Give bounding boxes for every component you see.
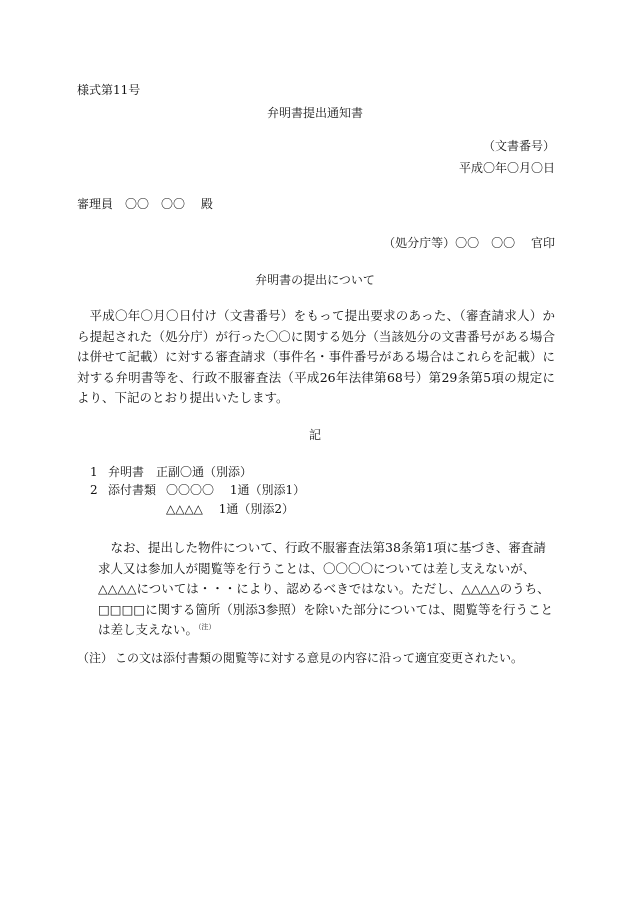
form-number: 様式第11号 bbox=[77, 83, 141, 97]
addressee: 審理員 〇〇 〇〇 殿 bbox=[77, 197, 213, 211]
note-paragraph-text: なお、提出した物件について、行政不服審査法第38条第1項に基づき、審査請求人又は参加人が閲覧等を行うことは、〇〇〇〇については差し支えないが、△△△△については・・・により、認めるべきではない。ただし、△△△△のうち、□□□□に関する箇所（別添3参照）を除いた部分については、閲覧等を行うことは差し支えない。 bbox=[98, 540, 553, 637]
footnote-text: この文は添付書類の閲覧等に対する意見の内容に沿って適宜変更されたい。 bbox=[115, 651, 524, 665]
document-title: 弁明書提出通知書 bbox=[266, 106, 363, 120]
footnote-label: （注） bbox=[77, 651, 114, 665]
note-marker: （注） bbox=[198, 622, 216, 631]
attachment-item-2: △△△△ 1通（別添2） bbox=[166, 502, 294, 516]
list-item-1-number: 1 bbox=[90, 465, 98, 479]
note-paragraph bbox=[98, 538, 555, 641]
subject-heading: 弁明書の提出について bbox=[255, 273, 375, 287]
list-item-2-number: 2 bbox=[90, 483, 98, 497]
document-date: 平成〇年〇月〇日 bbox=[458, 161, 555, 175]
list-item-2-label: 添付書類 bbox=[108, 483, 157, 497]
document-number: （文書番号） bbox=[482, 139, 555, 153]
attachment-item-1: 〇〇〇〇 1通（別添1） bbox=[166, 483, 306, 497]
ki-heading: 記 bbox=[308, 428, 321, 442]
body-paragraph: 平成〇年〇月〇日付け（文書番号）をもって提出要求のあった、（審査請求人）から提起された（処分庁）が行った〇〇に関する処分（当該処分の文書番号がある場合は併せて記載）に対する審査請求（事件名・事件番号がある場合はこれらを記載）に対する弁明書等を、行政不服審査法（平成26年法律第68号）第29条第5項の規定により、下記のとおり提出いたします。 bbox=[77, 308, 555, 405]
sender: （処分庁等）〇〇 〇〇 官印 bbox=[383, 236, 555, 250]
list-item-1-text: 弁明書 正副〇通（別添） bbox=[108, 465, 253, 479]
